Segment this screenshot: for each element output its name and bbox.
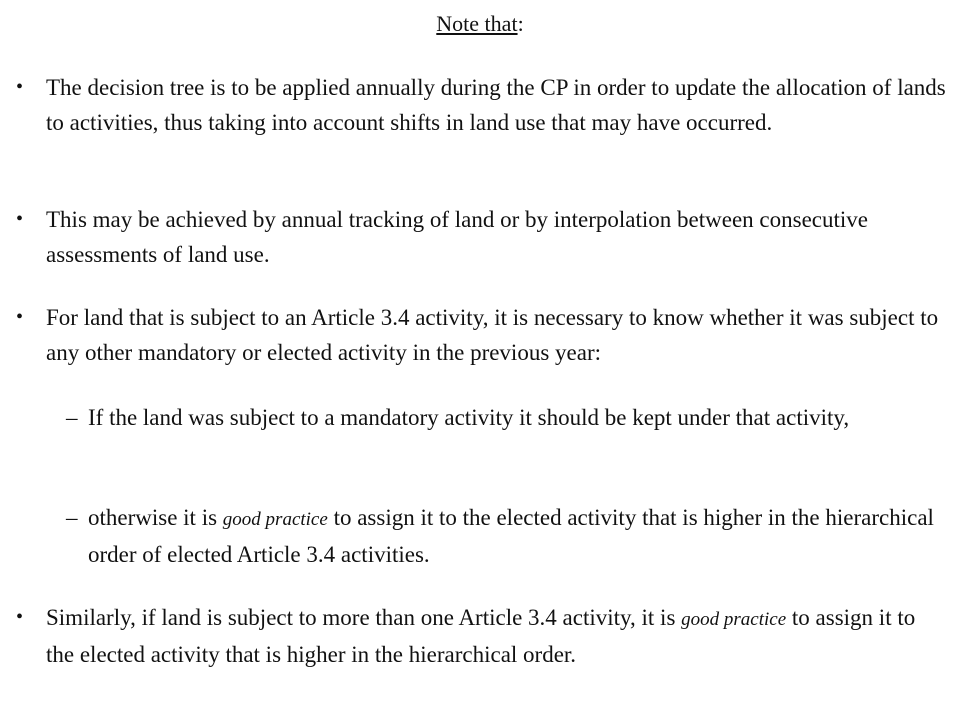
emphasis-good-practice: good practice <box>681 609 787 630</box>
emphasis-good-practice: good practice <box>222 509 328 530</box>
bullet-marker: • <box>16 306 24 328</box>
sub-bullet-marker: – <box>66 405 78 430</box>
bullet-text: For land that is subject to an Article 3.4 activity, it is necessary to know whether it was subject to any other mandatory or elected activity in the previous year: <box>46 305 939 365</box>
sub-bullet-text-before: otherwise it is <box>88 505 223 530</box>
title-underlined: Note that <box>436 11 518 36</box>
sub-bullet-marker: – <box>66 505 78 530</box>
bullet-tracking <box>16 202 946 272</box>
slide-title <box>0 10 960 38</box>
bullet-marker: • <box>16 606 24 628</box>
bullet-text: This may be achieved by annual tracking of land or by interpolation between consecutive assessments of land use. <box>46 207 868 267</box>
sub-bullet-text: If the land was subject to a mandatory activity it should be kept under that activity, <box>88 405 850 430</box>
bullet-text-after: to assign it to the elected activity that is higher in the hierarchical order. <box>46 605 916 667</box>
bullet-text: The decision tree is to be applied annually during the CP in order to update the allocation of lands to activities, thus taking into account shifts in land use that may have occurred. <box>46 75 946 135</box>
sub-bullet-mandatory <box>66 400 946 435</box>
bullet-marker: • <box>16 208 24 230</box>
bullet-similarly <box>16 600 946 672</box>
bullet-text-before: Similarly, if land is subject to more than one Article 3.4 activity, it is <box>46 605 682 630</box>
title-suffix: : <box>517 11 524 36</box>
sub-bullet-otherwise <box>66 500 946 572</box>
bullet-article-3-4 <box>16 300 946 370</box>
bullet-decision-tree <box>16 70 946 140</box>
sub-bullet-text-after: to assign it to the elected activity that is higher in the hierarchical order of elected Article 3.4 activities. <box>88 505 934 567</box>
bullet-marker: • <box>16 76 24 98</box>
